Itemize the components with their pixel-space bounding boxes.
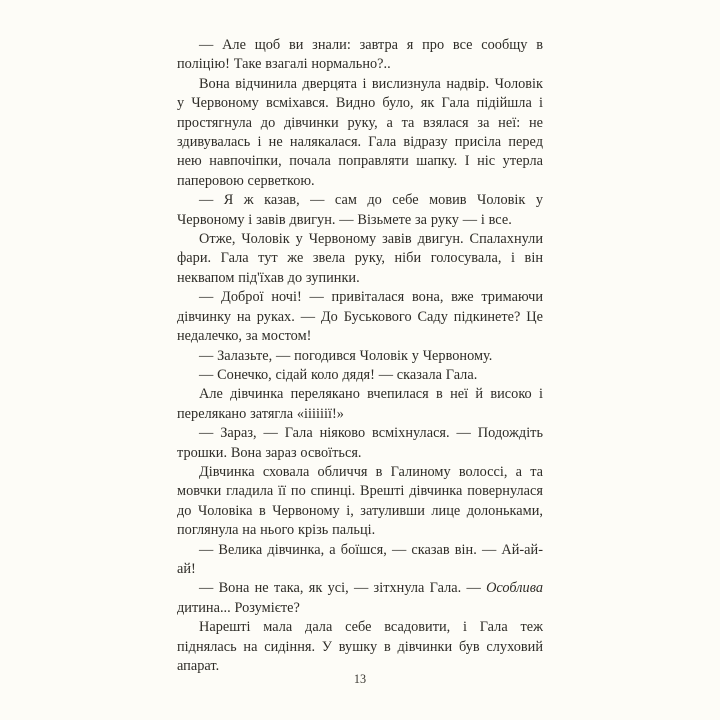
paragraph: — Доброї ночі! — привіталася вона, вже тримаючи дівчинку на руках. — До Буськового Саду підкинете? Це недалечко, за мостом! xyxy=(177,289,543,345)
paragraph: Але дівчинка перелякано вчепилася в неї й високо і перелякано затягла «іііііії!» xyxy=(177,386,543,422)
paragraph: — Зараз, — Гала ніяково всміхнулася. — Подождіть трошки. Вона зараз освоїться. xyxy=(177,425,543,461)
paragraph: Нарешті мала дала себе всадовити, і Гала теж піднялась на сидіння. У вушку в дівчинки був слуховий апарат. xyxy=(177,619,543,674)
paragraph: — Сонечко, сідай коло дядя! — сказала Гала. xyxy=(199,366,478,383)
emphasized-word: Особлива xyxy=(486,580,543,597)
paragraph: Отже, Чоловік у Червоному завів двигун. Спалахнули фари. Гала тут же звела руку, ніби голосувала, і він неквапом під'їхав до зупинки. xyxy=(177,231,543,286)
paragraph: — Велика дівчинка, а боїшся, — сказав він. — Ай-ай-ай! xyxy=(177,541,543,577)
paragraph: — Залазьте, — погодився Чоловік у Червоному. xyxy=(199,347,493,364)
paragraph-text-lead: — Вона не така, як усі, — зітхнула Гала. — xyxy=(199,580,487,597)
paragraph: Вона відчинила дверцята і вислизнула надвір. Чоловік у Червоному всміхався. Видно було, як Гала підійшла і простягнула до дівчинки руку, а та взялася за неї: не здивувалась і не налякалася. Гала відразу присіла перед нею навпочіпки, почала поправляти шапку. І ніс утерла паперовою серветкою. xyxy=(177,75,543,189)
page-number: 13 xyxy=(353,672,367,686)
body-text-block xyxy=(177,36,543,676)
paragraph: — Я ж казав, — сам до себе мовив Чоловік у Червоному і завів двигун. — Візьмете за руку — і все. xyxy=(177,192,543,228)
paragraph: Дівчинка сховала обличчя в Галиному волоссі, а та мовчки гладила її по спинці. Врешті дівчинка повернулася до Чоловіка в Червоному і, затуливши лице долоньками, поглянула на нього крізь пальці. xyxy=(177,463,543,539)
paragraph: — Але щоб ви знали: завтра я про все сообщу в поліцію! Таке взагалі нормально?.. xyxy=(177,37,543,73)
paragraph-with-emphasis xyxy=(177,579,543,618)
paragraph-text-tail: дитина... Розумієте? xyxy=(177,599,300,616)
